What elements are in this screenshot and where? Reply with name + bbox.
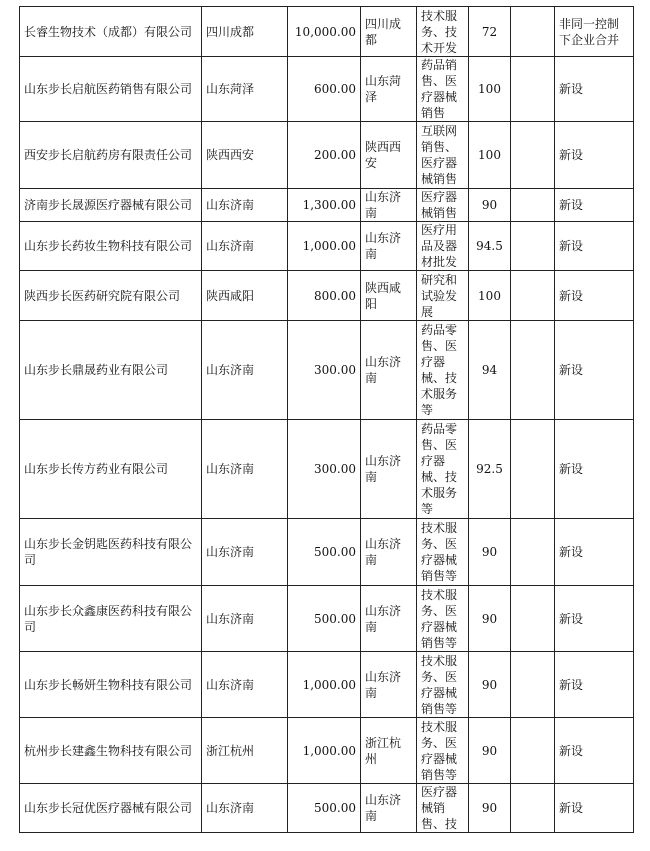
location-cell: 山东济南 [202, 784, 288, 833]
registered-capital-cell: 600.00 [288, 57, 361, 122]
company-name-cell: 山东步长畅妍生物科技有限公司 [20, 652, 202, 718]
business-scope-cell: 研究和试验发展 [417, 271, 469, 321]
table-row [20, 586, 634, 652]
empty-cell [511, 122, 555, 189]
registration-place-cell: 浙江杭州 [361, 718, 417, 784]
registration-place-cell: 陕西咸阳 [361, 271, 417, 321]
location-cell: 四川成都 [202, 7, 288, 57]
empty-cell [511, 271, 555, 321]
business-scope-cell: 药品销售、医疗器械销售 [417, 57, 469, 122]
location-cell: 山东济南 [202, 586, 288, 652]
table-row [20, 321, 634, 420]
empty-cell [511, 718, 555, 784]
location-cell: 山东济南 [202, 321, 288, 420]
location-cell: 山东济南 [202, 189, 288, 222]
business-scope-cell: 技术服务、技术开发 [417, 7, 469, 57]
acquisition-method-cell: 新设 [555, 519, 634, 586]
location-cell: 山东济南 [202, 420, 288, 519]
business-scope-cell: 医疗用品及器材批发 [417, 222, 469, 271]
company-name-cell: 济南步长晟源医疗器械有限公司 [20, 189, 202, 222]
acquisition-method-cell: 新设 [555, 271, 634, 321]
table-row [20, 420, 634, 519]
registered-capital-cell: 1,000.00 [288, 652, 361, 718]
business-scope-cell: 技术服务、医疗器械销售等 [417, 652, 469, 718]
acquisition-method-cell: 新设 [555, 586, 634, 652]
share-percent-cell: 100 [469, 271, 511, 321]
empty-cell [511, 57, 555, 122]
registration-place-cell: 山东济南 [361, 321, 417, 420]
empty-cell [511, 7, 555, 57]
acquisition-method-cell: 新设 [555, 189, 634, 222]
registered-capital-cell: 300.00 [288, 321, 361, 420]
acquisition-method-cell: 新设 [555, 122, 634, 189]
business-scope-cell: 技术服务、医疗器械销售等 [417, 586, 469, 652]
business-scope-cell: 互联网销售、医疗器械销售 [417, 122, 469, 189]
table-row [20, 189, 634, 222]
company-name-cell: 山东步长金钥匙医药科技有限公司 [20, 519, 202, 586]
subsidiary-table [19, 6, 634, 833]
company-name-cell: 山东步长众鑫康医药科技有限公司 [20, 586, 202, 652]
business-scope-cell: 医疗器械销售 [417, 189, 469, 222]
acquisition-method-cell: 新设 [555, 420, 634, 519]
company-name-cell: 山东步长药妆生物科技有限公司 [20, 222, 202, 271]
company-name-cell: 西安步长启航药房有限责任公司 [20, 122, 202, 189]
empty-cell [511, 321, 555, 420]
table-row [20, 122, 634, 189]
registration-place-cell: 山东济南 [361, 519, 417, 586]
registered-capital-cell: 1,300.00 [288, 189, 361, 222]
registration-place-cell: 山东济南 [361, 222, 417, 271]
share-percent-cell: 90 [469, 586, 511, 652]
share-percent-cell: 90 [469, 519, 511, 586]
location-cell: 浙江杭州 [202, 718, 288, 784]
empty-cell [511, 420, 555, 519]
company-name-cell: 山东步长鼎晟药业有限公司 [20, 321, 202, 420]
empty-cell [511, 189, 555, 222]
table-row [20, 718, 634, 784]
location-cell: 陕西咸阳 [202, 271, 288, 321]
share-percent-cell: 100 [469, 122, 511, 189]
share-percent-cell: 92.5 [469, 420, 511, 519]
location-cell: 山东菏泽 [202, 57, 288, 122]
registration-place-cell: 山东济南 [361, 652, 417, 718]
acquisition-method-cell: 新设 [555, 718, 634, 784]
company-name-cell: 山东步长启航医药销售有限公司 [20, 57, 202, 122]
business-scope-cell: 技术服务、医疗器械销售等 [417, 718, 469, 784]
table-row [20, 7, 634, 57]
location-cell: 陕西西安 [202, 122, 288, 189]
registered-capital-cell: 500.00 [288, 519, 361, 586]
share-percent-cell: 90 [469, 718, 511, 784]
share-percent-cell: 90 [469, 784, 511, 833]
share-percent-cell: 90 [469, 189, 511, 222]
empty-cell [511, 586, 555, 652]
share-percent-cell: 94.5 [469, 222, 511, 271]
business-scope-cell: 药品零售、医疗器械、技术服务等 [417, 420, 469, 519]
registered-capital-cell: 500.00 [288, 586, 361, 652]
company-name-cell: 陕西步长医药研究院有限公司 [20, 271, 202, 321]
company-name-cell: 长睿生物技术（成都）有限公司 [20, 7, 202, 57]
registered-capital-cell: 200.00 [288, 122, 361, 189]
business-scope-cell: 药品零售、医疗器械、技术服务等 [417, 321, 469, 420]
location-cell: 山东济南 [202, 519, 288, 586]
share-percent-cell: 90 [469, 652, 511, 718]
location-cell: 山东济南 [202, 652, 288, 718]
registered-capital-cell: 800.00 [288, 271, 361, 321]
registered-capital-cell: 1,000.00 [288, 718, 361, 784]
registered-capital-cell: 1,000.00 [288, 222, 361, 271]
company-name-cell: 山东步长传方药业有限公司 [20, 420, 202, 519]
table-row [20, 652, 634, 718]
location-cell: 山东济南 [202, 222, 288, 271]
empty-cell [511, 652, 555, 718]
acquisition-method-cell: 新设 [555, 784, 634, 833]
business-scope-cell: 技术服务、医疗器械销售等 [417, 519, 469, 586]
acquisition-method-cell: 非同一控制下企业合并 [555, 7, 634, 57]
company-name-cell: 杭州步长建鑫生物科技有限公司 [20, 718, 202, 784]
share-percent-cell: 94 [469, 321, 511, 420]
registration-place-cell: 山东济南 [361, 784, 417, 833]
company-name-cell: 山东步长冠优医疗器械有限公司 [20, 784, 202, 833]
acquisition-method-cell: 新设 [555, 222, 634, 271]
share-percent-cell: 72 [469, 7, 511, 57]
table-row [20, 222, 634, 271]
registration-place-cell: 陕西西安 [361, 122, 417, 189]
acquisition-method-cell: 新设 [555, 321, 634, 420]
table-row [20, 784, 634, 833]
registration-place-cell: 山东济南 [361, 586, 417, 652]
business-scope-cell: 医疗器械销售、技 [417, 784, 469, 833]
registration-place-cell: 山东济南 [361, 420, 417, 519]
empty-cell [511, 222, 555, 271]
empty-cell [511, 519, 555, 586]
table-row [20, 57, 634, 122]
table-row [20, 519, 634, 586]
registration-place-cell: 山东济南 [361, 189, 417, 222]
registered-capital-cell: 300.00 [288, 420, 361, 519]
acquisition-method-cell: 新设 [555, 652, 634, 718]
empty-cell [511, 784, 555, 833]
registration-place-cell: 四川成都 [361, 7, 417, 57]
registered-capital-cell: 10,000.00 [288, 7, 361, 57]
acquisition-method-cell: 新设 [555, 57, 634, 122]
registration-place-cell: 山东菏泽 [361, 57, 417, 122]
table-row [20, 271, 634, 321]
registered-capital-cell: 500.00 [288, 784, 361, 833]
share-percent-cell: 100 [469, 57, 511, 122]
